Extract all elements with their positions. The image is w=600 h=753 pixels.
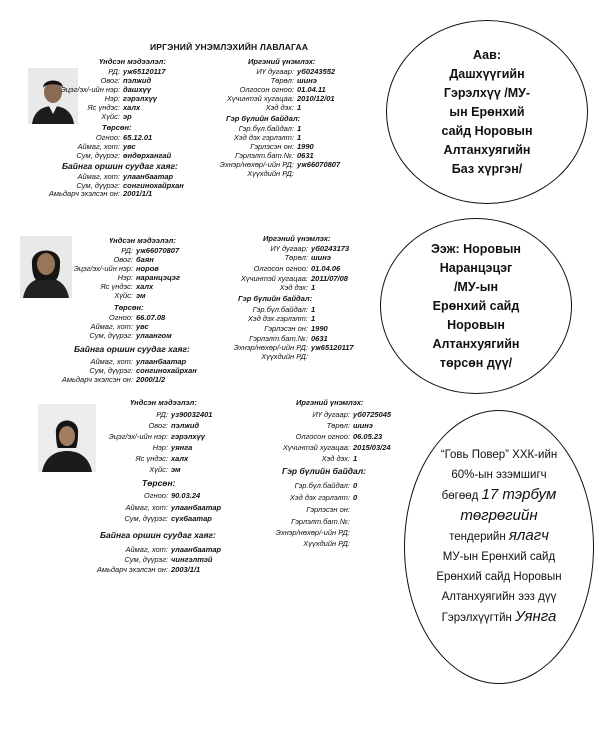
section-title-born: Төрсөн: <box>114 303 144 312</box>
section-title-id-card: Иргэний үнэмлэх: <box>248 57 316 66</box>
section-title-basic: Үндсэн мэдээлэл: <box>109 236 176 245</box>
section-title-id-card: Иргэний үнэмлэх: <box>263 234 331 243</box>
section-title-basic: Үндсэн мэдээлэл: <box>99 57 166 66</box>
callout-mother: Ээж: Норовын Наранцэцэг /МУ-ын Ерөнхий сайд Норовын Алтанхуягийн төрсөн дүү/ <box>380 218 572 394</box>
section-title-born: Төрсөн: <box>142 478 176 488</box>
section-title-family: Гэр бүлийн байдал: <box>282 466 367 476</box>
section-title-basic: Үндсэн мэдээлэл: <box>130 398 197 407</box>
section-title-family: Гэр бүлийн байдал: <box>226 114 301 123</box>
page-title: ИРГЭНИЙ УНЭМЛЭХИЙН ЛАВЛАГАА <box>150 42 309 52</box>
section-title-id-card: Иргэний үнэмлэх: <box>296 398 364 407</box>
section-title-residence: Байнга оршин суудаг хаяг: <box>62 161 178 171</box>
section-title-residence: Байнга оршин суудаг хаяг: <box>74 344 190 354</box>
person-photo-mother <box>20 236 72 298</box>
callout-daughter-text: “Говь Повер” ХХК-ийн 60%-ын эзэмшигч бөгөөд 17 тэрбум төгрөгийн тендерийн ялагч МУ-ын Ерөнхий сайд Ерөнхий сайд Норовын Алтанхуягийн ээз дүү Гэрэлхүүгтйн Уянга <box>436 449 562 625</box>
person-photo-father <box>28 68 78 124</box>
section-title-born: Төрсөн: <box>102 123 132 132</box>
section-title-family: Гэр бүлийн байдал: <box>238 294 313 303</box>
section-title-residence: Байнга оршин суудаг хаяг: <box>100 530 216 540</box>
person-photo-daughter <box>38 404 96 472</box>
callout-father: Аав: Дашхүүгийн Гэрэлхүү /МУ- ын Ерөнхий сайд Норовын Алтанхуягийн Баз хүргэн/ <box>386 20 588 204</box>
